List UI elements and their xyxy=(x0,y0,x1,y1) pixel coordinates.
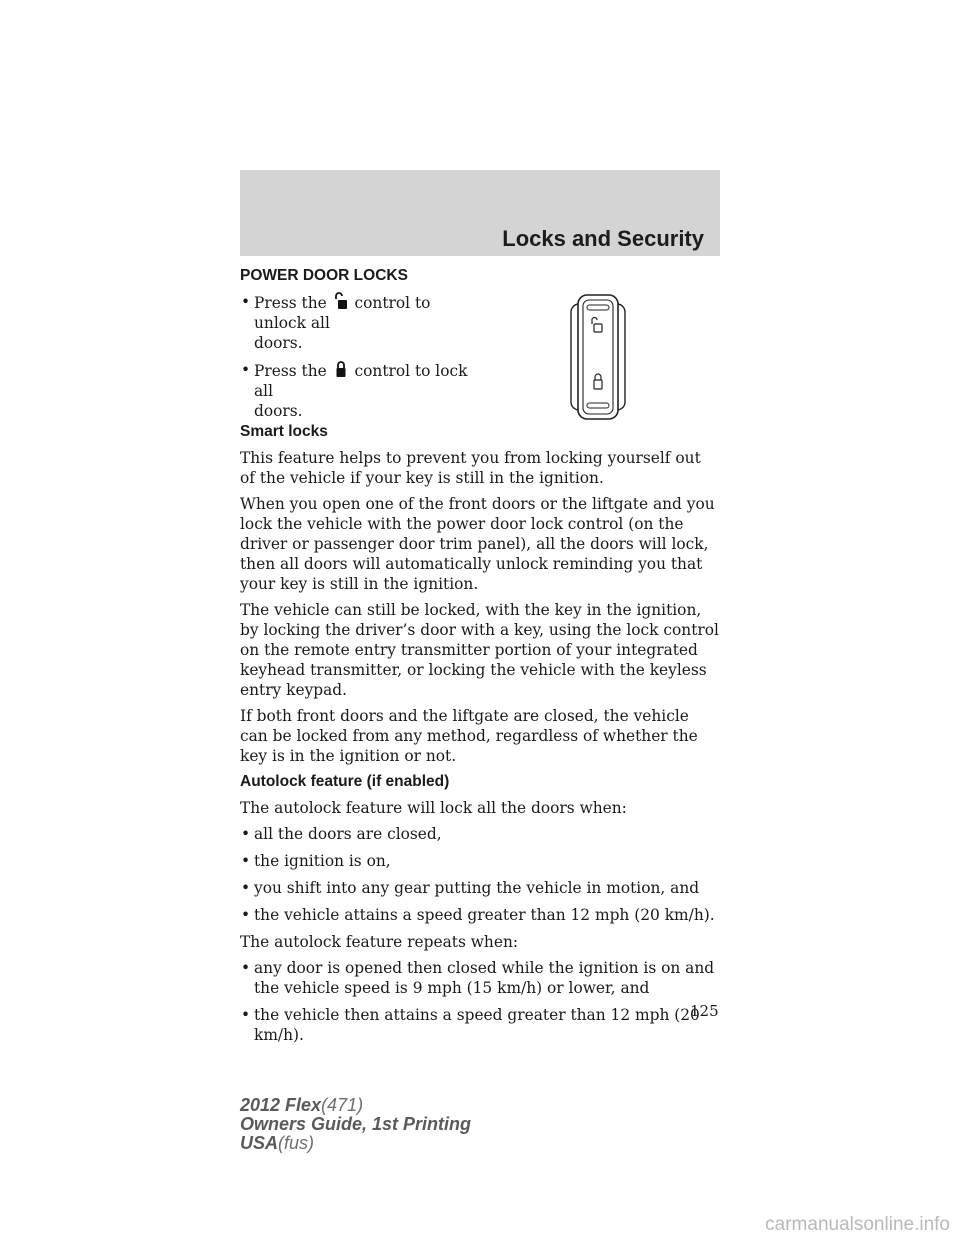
list-item: • the ignition is on, xyxy=(240,851,720,871)
smart-locks-paragraph: The vehicle can still be locked, with the key in the ignition, by locking the driver’s door with a key, using the lock control on the remote entry transmitter portion of your integrated keyhead transmitter, or locking the vehicle with the keyless entry keypad. xyxy=(240,601,719,699)
smart-locks-paragraph: If both front doors and the liftgate are closed, the vehicle can be locked from any method, regardless of whether the key is in the ignition or not. xyxy=(240,707,698,765)
door-lock-switch-illustration xyxy=(570,294,626,420)
unlock-icon xyxy=(334,292,348,310)
list-item: • the vehicle attains a speed greater than 12 mph (20 km/h). xyxy=(240,905,720,925)
autolock-heading: Autolock feature (if enabled) xyxy=(240,773,450,790)
list-item: • any door is opened then closed while the ignition is on and the vehicle speed is 9 mph (15 km/h) or lower, and xyxy=(240,958,720,998)
lock-icon xyxy=(334,360,348,378)
power-door-locks-heading: POWER DOOR LOCKS xyxy=(240,267,408,284)
smart-locks-heading: Smart locks xyxy=(240,423,328,440)
section-header-band xyxy=(240,170,720,256)
footer-code: (471) xyxy=(321,1095,364,1115)
watermark: carmanualsonline.info xyxy=(765,1214,950,1235)
autolock-conditions-list xyxy=(240,824,720,925)
page-content xyxy=(240,266,720,1052)
smart-locks-paragraph: This feature helps to prevent you from locking yourself out of the vehicle if your key is still in the ignition. xyxy=(240,449,701,487)
footer-model: 2012 Flex xyxy=(240,1095,322,1115)
section-title: Locks and Security xyxy=(502,226,704,251)
smart-locks-paragraph: When you open one of the front doors or the liftgate and you lock the vehicle with the power door lock control (on the driver or passenger door trim panel), all the doors will lock, then all doors will automatically unlock reminding you that your key is still in the ignition. xyxy=(240,495,715,593)
unlock-instruction: • Press the control to unlock all doors. xyxy=(240,292,480,353)
print-footer xyxy=(240,1096,471,1153)
footer-market-code: (fus) xyxy=(278,1133,315,1153)
power-door-locks-section xyxy=(240,266,720,422)
autolock-intro: The autolock feature will lock all the doors when: xyxy=(240,799,627,817)
autolock-repeat-list xyxy=(240,958,720,1045)
list-item: • the vehicle then attains a speed greater than 12 mph (20 km/h). xyxy=(240,1005,720,1045)
footer-market: USA xyxy=(240,1133,279,1153)
autolock-repeat-intro: The autolock feature repeats when: xyxy=(240,933,519,951)
page-number: 125 xyxy=(690,1002,719,1020)
footer-edition: Owners Guide, 1st Printing xyxy=(240,1114,472,1134)
list-item: • you shift into any gear putting the vehicle in motion, and xyxy=(240,878,720,898)
power-door-locks-list xyxy=(240,292,480,421)
lock-instruction: • Press the control to lock all doors. xyxy=(240,360,480,421)
list-item: • all the doors are closed, xyxy=(240,824,720,844)
